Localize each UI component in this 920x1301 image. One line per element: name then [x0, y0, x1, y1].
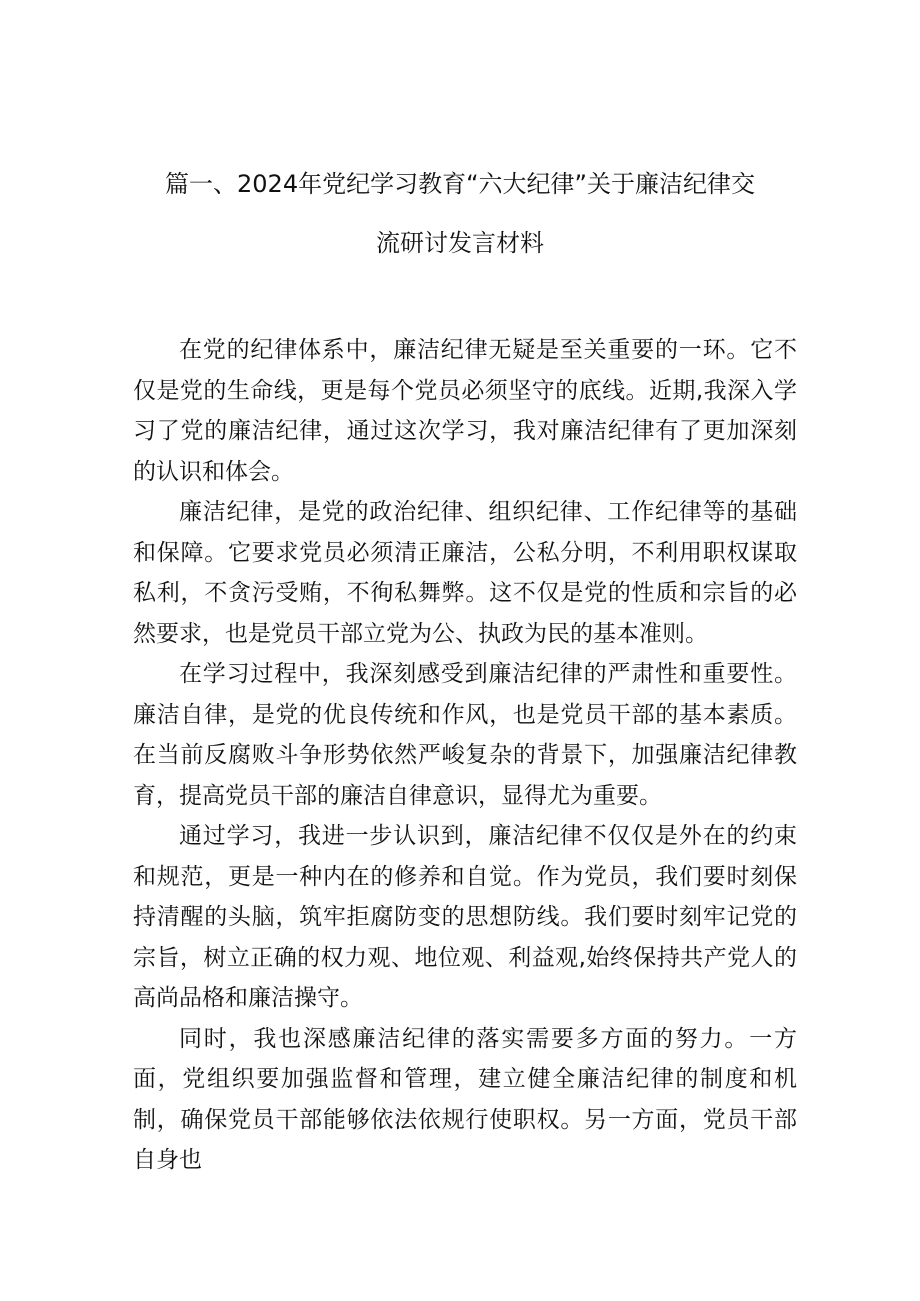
- paragraph-3: 在学习过程中，我深刻感受到廉洁纪律的严肃性和重要性。廉洁自律，是党的优良传统和作风，也是党员干部的基本素质。在当前反腐败斗争形势依然严峻复杂的背景下，加强廉洁纪律教育，提高党员干部的廉洁自律意识，显得尤为重要。: [133, 661, 797, 809]
- document-title-line-1: 篇一、2024年党纪学习教育“六大纪律”关于廉洁纪律交: [165, 170, 755, 198]
- paragraph-1: 在党的纪律体系中，廉洁纪律无疑是至关重要的一环。它不仅是党的生命线，更是每个党员必须坚守的底线。近期,我深入学习了党的廉洁纪律，通过这次学习，我对廉洁纪律有了更加深刻的认识和体会。: [133, 337, 797, 485]
- document-body: [133, 330, 797, 1181]
- paragraph-2: 廉洁纪律，是党的政治纪律、组织纪律、工作纪律等的基础和保障。它要求党员必须清正廉洁，公私分明，不利用职权谋取私利，不贪污受贿，不徇私舞弊。这不仅是党的性质和宗旨的必然要求，也是党员干部立党为公、执政为民的基本准则。: [133, 499, 797, 647]
- document-title-line-2: 流研讨发言材料: [376, 229, 544, 257]
- paragraph-4: 通过学习，我进一步认识到，廉洁纪律不仅仅是外在的约束和规范，更是一种内在的修养和自觉。作为党员，我们要时刻保持清醒的头脑，筑牢拒腐防变的思想防线。我们要时刻牢记党的宗旨，树立正确的权力观、地位观、利益观,始终保持共产党人的高尚品格和廉洁操守。: [133, 823, 797, 1011]
- paragraph-5: 同时，我也深感廉洁纪律的落实需要多方面的努力。一方面，党组织要加强监督和管理，建立健全廉洁纪律的制度和机制，确保党员干部能够依法依规行使职权。另一方面，党员干部自身也: [133, 1025, 797, 1173]
